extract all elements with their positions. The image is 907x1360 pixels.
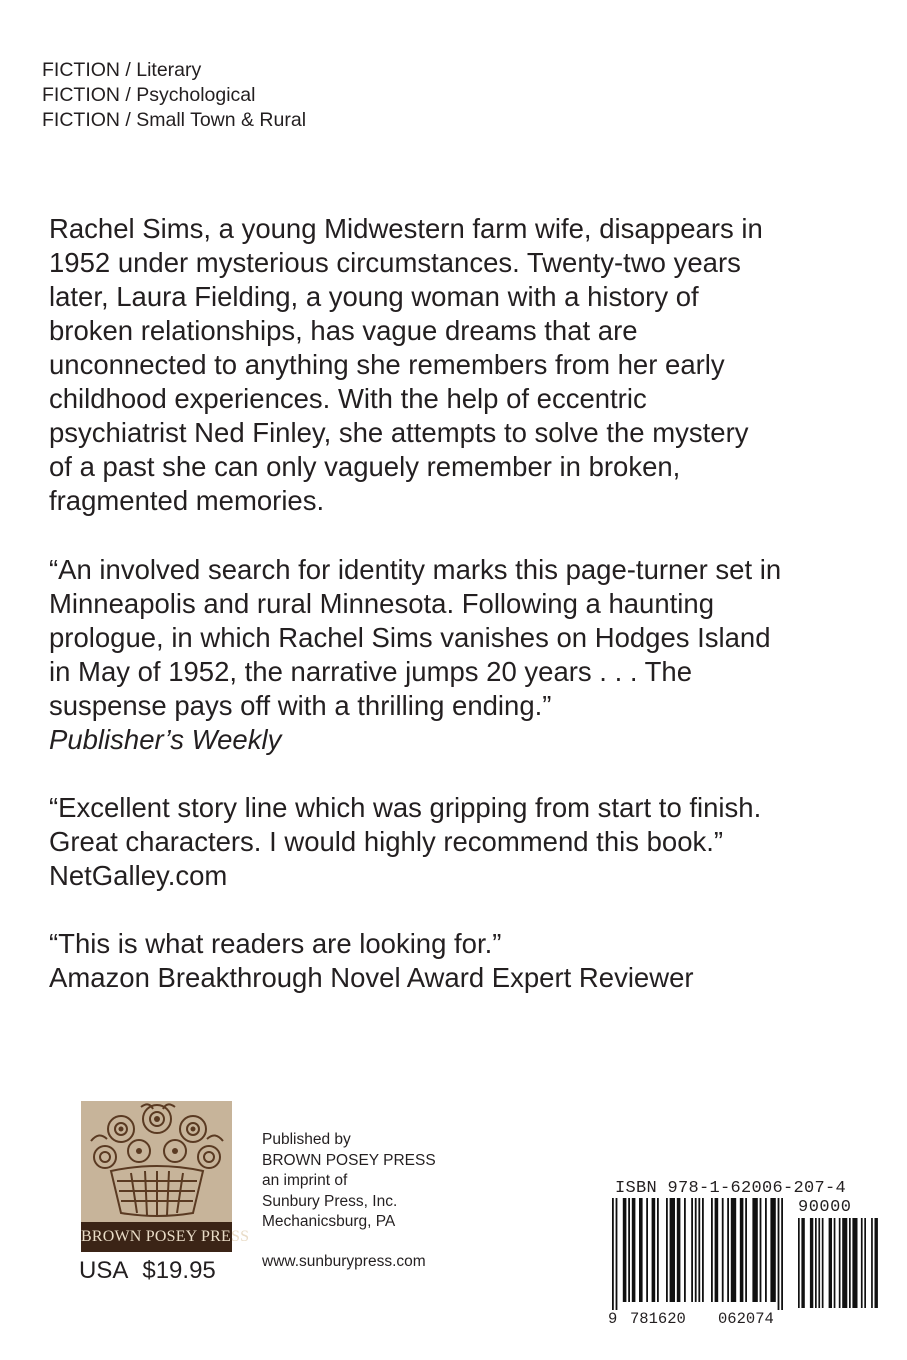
barcode-bar (839, 1218, 841, 1308)
barcode-bar (829, 1218, 832, 1308)
blurb-line: of a past she can only vaguely remember in broken, (49, 451, 681, 482)
blurb-line: fragmented memories. (49, 485, 325, 516)
publisher-website: www.sunburypress.com (262, 1253, 426, 1270)
isbn-number: ISBN 978-1-62006-207-4 (615, 1179, 847, 1198)
barcode-bar (875, 1218, 878, 1308)
barcode-digit-group: 062074 (718, 1310, 774, 1328)
blurb-line: later, Laura Fielding, a young woman with a history of (49, 281, 699, 312)
review-amazon (49, 927, 879, 995)
category-line: FICTION / Small Town & Rural (42, 109, 307, 131)
barcode-bar (684, 1198, 686, 1302)
price-amount: $19.95 (142, 1257, 216, 1284)
publisher-line: Mechanicsburg, PA (262, 1213, 396, 1230)
category-list (42, 58, 306, 133)
review-line: suspense pays off with a thrilling ending.” (49, 690, 552, 721)
barcode-addon-bars (796, 1218, 862, 1320)
review-source: Amazon Breakthrough Novel Award Expert Reviewer (49, 962, 694, 993)
barcode-bar (765, 1198, 767, 1302)
barcode-bar (861, 1218, 863, 1308)
barcode-bar (864, 1218, 866, 1308)
barcode-bar (798, 1218, 800, 1308)
review-line: “This is what readers are looking for.” (49, 928, 502, 959)
barcode-bar (770, 1198, 775, 1302)
barcode-bar (849, 1218, 851, 1308)
publisher-line: BROWN POSEY PRESS (262, 1151, 436, 1169)
price-country: USA (79, 1257, 129, 1284)
barcode-bar (652, 1198, 656, 1302)
logo-text: BROWN POSEY PRESS (81, 1222, 232, 1252)
blurb-line: childhood experiences. With the help of eccentric (49, 383, 647, 414)
barcode-bar (612, 1198, 614, 1310)
barcode-bar (815, 1218, 817, 1308)
barcode-bar (677, 1198, 681, 1302)
barcode-bar (778, 1198, 780, 1310)
barcode-bar (691, 1198, 693, 1302)
barcode-bar (871, 1218, 873, 1308)
barcode-bar (731, 1198, 736, 1302)
barcode-bar (760, 1198, 762, 1302)
barcode-digit-group: 781620 (630, 1310, 686, 1328)
barcode-bar (670, 1198, 675, 1302)
publisher-line: an imprint of (262, 1172, 348, 1189)
review-line: “Excellent story line which was gripping from start to finish. (49, 792, 762, 823)
barcode-bar (810, 1218, 813, 1308)
blurb-line: psychiatrist Ned Finley, she attempts to solve the mystery (49, 417, 749, 448)
price-label (79, 1256, 230, 1286)
barcode-addon-digits: 90000 (798, 1198, 852, 1217)
barcode-bar (702, 1198, 704, 1302)
isbn-barcode (600, 1176, 870, 1338)
publisher-info (262, 1130, 436, 1233)
category-line: FICTION / Psychological (42, 84, 256, 106)
barcode-bar (722, 1198, 724, 1302)
publisher-line: Published by (262, 1131, 351, 1148)
barcode-bar (727, 1198, 729, 1302)
barcode-bar (711, 1198, 713, 1302)
barcode-bar (715, 1198, 719, 1302)
barcode-digit-first: 9 (608, 1310, 618, 1328)
blurb-line: Rachel Sims, a young Midwestern farm wife, disappears in (49, 213, 763, 244)
barcode-bar (740, 1198, 744, 1302)
barcode-bar (628, 1198, 630, 1302)
barcode-bar (834, 1218, 836, 1308)
publisher-logo (81, 1101, 250, 1252)
barcode-bar (632, 1198, 636, 1302)
barcode-bar (852, 1218, 857, 1308)
barcode-bar (745, 1198, 747, 1302)
barcode-bar (657, 1198, 659, 1302)
review-line: Minneapolis and rural Minnesota. Following a haunting (49, 588, 714, 619)
flower-basket-icon (81, 1101, 232, 1222)
blurb-line: unconnected to anything she remembers from her early (49, 349, 725, 380)
barcode-bar (646, 1198, 648, 1302)
barcode-bar (842, 1218, 847, 1308)
review-line: in May of 1952, the narrative jumps 20 years . . . The (49, 656, 693, 687)
review-publishers-weekly (49, 553, 879, 757)
barcode-bar (698, 1198, 700, 1302)
barcode-main-bars (606, 1198, 792, 1310)
book-blurb (49, 212, 869, 518)
barcode-digits (608, 1310, 774, 1328)
review-line: “An involved search for identity marks this page-turner set in (49, 554, 782, 585)
barcode-bar (781, 1198, 783, 1310)
barcode-bar (801, 1218, 804, 1308)
barcode-bar (623, 1198, 627, 1302)
barcode-bar (616, 1198, 618, 1310)
barcode-bar (818, 1218, 820, 1308)
barcode-bar (666, 1198, 668, 1302)
review-source: NetGalley.com (49, 860, 228, 891)
barcode-bar (639, 1198, 643, 1302)
publisher-line: Sunbury Press, Inc. (262, 1192, 398, 1210)
barcode-bar (822, 1218, 824, 1308)
review-source: Publisher’s Weekly (49, 724, 282, 755)
barcode-bar (695, 1198, 697, 1302)
review-netgalley (49, 791, 879, 893)
barcode-bar (752, 1198, 757, 1302)
review-line: Great characters. I would highly recommend this book.” (49, 826, 724, 857)
review-line: prologue, in which Rachel Sims vanishes on Hodges Island (49, 622, 771, 653)
blurb-line: broken relationships, has vague dreams that are (49, 315, 638, 346)
blurb-line: 1952 under mysterious circumstances. Twenty-two years (49, 247, 741, 278)
category-line: FICTION / Literary (42, 59, 202, 81)
